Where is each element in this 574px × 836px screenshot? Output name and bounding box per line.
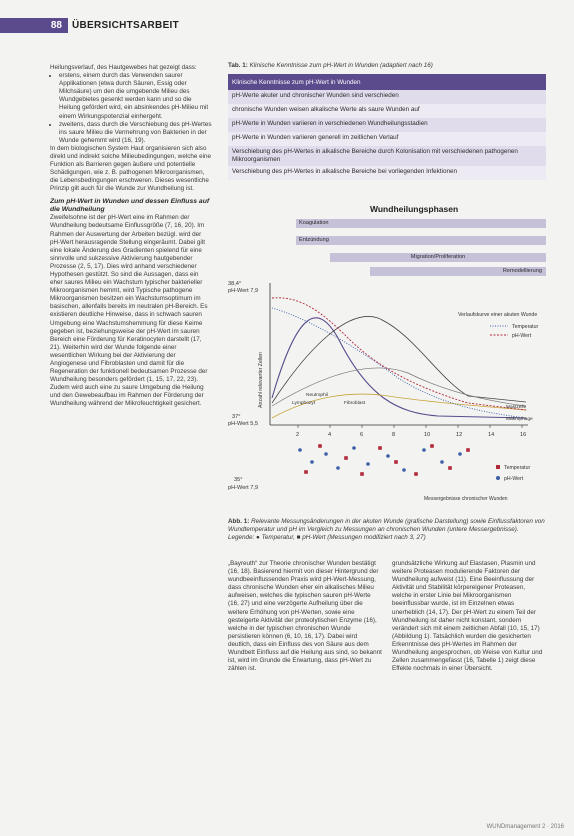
y-top-label: 38,4°: [228, 281, 242, 287]
section-title: ÜBERSICHTSARBEIT: [72, 20, 180, 31]
chronic-wound-points: [298, 444, 470, 476]
scatter-point: [422, 448, 426, 452]
curve-label: Mastzelle: [506, 405, 527, 410]
y-top-label: pH-Wert 7,9: [228, 288, 259, 294]
scatter-point: [344, 456, 348, 460]
figure-caption: Abb. 1: Relevante Messungsänderungen in der akuten Wunde (grafische Darstellung) sowie Einflussfaktoren von Wundtemperatur und pH im Vergleich zu Messungen an chronischen Wunden (untere Messergebnisse). Legende: ● Temperatur, ■ pH-Wert (Messungen modifiziert nach 3, 27): [228, 518, 545, 542]
middle-column: „Bayreuth“ zur Theorie chronischer Wunden bestätigt (16, 18). Basierend hiermit von dieser Hintergrund der wundbeeinflussenden Praxis wird pH-Wert-Messung, dass chronische Wunden eher ein alkalisches Milieu aufweisen, welches die typischen sauren pH-Werte (16, 27) und eine verzögerte Aufheilung über die weitere Erhöhung von pH-Werten, sowie eine gesteigerte Aktivität der proteolytischen Enzyme (16), welche in der typischen chronischen Wunde persistieren können (6, 10, 16, 17). Dabei wird deutlich, dass ein Einfluss des von Säure aus dem Wundbett Einfluss auf die Heilung aus sind, so bekannt ist, wird im Grunde die Erwartung, dass pH-Wert zu zählen ist.: [228, 560, 382, 673]
bullet-list: [50, 72, 212, 145]
curve-label: Makrophage: [506, 417, 533, 422]
bullet-item: • erstens, einem durch das Verwenden saurer Applikationen (etwa durch Säuren, Essig oder Milchsäure) um den die umgebende Milieu des Wundgebietes gesenkt werden kann und so die Heilung gefördert wird, ein absinkendes pH-Milieu mit einem Wirkungspotenzial einhergeht.: [59, 72, 212, 121]
scatter-point: [430, 444, 434, 448]
paragraph: Zweifelsohne ist der pH-Wert eine im Rahmen der Wundheilung bedeutsame Einflussgröße (7, 16, 20). Im Rahmen der Auswertung der Arbeiten bezügl. wird der pH-Wert herausragende Stellung eingeräumt. Dabei gilt eine lokale Änderung des Gradienten spielend für eine sinnvolle und sukzessive Aktivierung hautgebender Prozesse (2, 5, 17). Dies wird anhand verschiedener Hypothesen gestützt. So sind die Aussagen, dass ein eher saures Milieu ein Wachstum typischer bakterieller Mikroorganismen hemmt, wird Typische pathogene Mikroorganismen besitzen ein Wachstumsoptimum im basischen, allenfalls bereits im neutralen pH-Bereich. Es existieren deutliche Hinweise, dass in schwach sauren Umgebung eine Wachstumshemmung für diese Keime gegeben ist, beziehungsweise der pH-Wert im sauren Bereich eine Förderung für Keratinocyten darstellt (17, 21). Weiterhin wird der Wunde folgende einer wesentlichen Wirkung bei der Aktivierung der Angiogenese und Fibroblasten und damit für die Regeneration der funktionell bedeutsamen Prozesse der Wundheilung besonders gefördert (1, 15, 17, 22, 23). Zudem wird auch eine zu saure Umgebung die Heilung und den Gewebeaufbau im Rahmen der Förderung der Wundheilung während der Mikrofeuchtigkeit gesichert.: [50, 214, 208, 408]
y-mid-label: 37°: [232, 414, 241, 420]
x-ticks: [296, 425, 526, 438]
scatter-point: [414, 472, 418, 476]
curve-label: Lymphozyt: [292, 401, 316, 406]
scatter-point: [394, 460, 398, 464]
x-tick-label: 6: [360, 432, 364, 438]
y-axis-label: Anzahl relevanter Zellen: [258, 352, 264, 408]
scatter-point: [298, 448, 302, 452]
legend-title: Verlaufskurve einer akuten Wunde: [458, 312, 538, 318]
bullet-item: • zweitens, dass durch die Verschiebung des pH-Wertes ins saure Milieu die Vermehrung von Bakterien in der Wunde gehemmt wird (16, 19).: [59, 121, 212, 145]
scatter-point: [352, 446, 356, 450]
phase-bar-inflammation: Entzündung: [296, 236, 546, 245]
clinical-table: [228, 74, 546, 180]
table-row: chronische Wunden weisen alkalische Werte als saure Wunden auf: [228, 104, 546, 118]
scatter-point: [336, 466, 340, 470]
scatter-point: [440, 460, 444, 464]
page-number: 88: [0, 18, 68, 33]
scatter-point: [402, 468, 406, 472]
section-heading: Zum pH-Wert in Wunden und dessen Einfluss auf die Wundheilung: [50, 197, 210, 213]
scatter-point: [466, 448, 470, 452]
x-tick-label: 2: [296, 432, 300, 438]
table-header: Klinische Kenntnisse zum pH-Wert in Wunden: [228, 74, 546, 90]
table-caption: Tab. 1: Klinische Kenntnisse zum pH-Wert in Wunden (adaptiert nach 16): [228, 62, 433, 69]
table-row: pH-Werte akuter und chronischer Wunden sind verschieden: [228, 90, 546, 104]
phase-bar-coagulation: Koagulation: [296, 219, 546, 228]
curve-label: Neutrophil: [306, 393, 328, 398]
scatter-point: [366, 462, 370, 466]
y-mid-label: pH-Wert 5,5: [228, 421, 259, 427]
y-low-label: 35°: [234, 477, 243, 483]
scatter-point: [324, 452, 328, 456]
scatter-point: [318, 444, 322, 448]
chart-title: Wundheilungsphasen: [370, 204, 459, 214]
curve-label: Fibroblast: [344, 401, 366, 406]
table-row: pH-Werte in Wunden variieren generell im zeitlichen Verlauf: [228, 132, 546, 146]
scatter-point: [378, 446, 382, 450]
table-row: pH-Werte in Wunden variieren in verschiedenen Wundheilungsstadien: [228, 118, 546, 132]
y-low-label: pH-Wert 7,9: [228, 485, 259, 491]
x-tick-label: 8: [392, 432, 396, 438]
page-footer: WUNDmanagement 2 · 2016: [486, 824, 564, 830]
scatter-point: [448, 466, 452, 470]
x-tick-label: 10: [424, 432, 431, 438]
lower-caption: Messergebnisse chronischer Wunden: [424, 496, 508, 502]
table-row: Verschiebung des pH-Wertes in alkalische Bereiche durch Kolonisation mit verschiedenen pathogenen Mikroorganismen: [228, 146, 546, 166]
x-tick-label: 4: [328, 432, 332, 438]
legend-temperature: Temperatur: [512, 324, 539, 330]
scatter-point: [304, 470, 308, 474]
lower-legend-swatch: [496, 465, 500, 469]
curve-fibroblast: [272, 316, 526, 403]
phase-bar-proliferation: Migration/Proliferation: [330, 253, 546, 262]
scatter-point: [310, 460, 314, 464]
legend-ph: pH-Wert: [512, 333, 532, 339]
wound-healing-chart: [228, 278, 568, 508]
x-tick-label: 14: [488, 432, 495, 438]
paragraph: In dem biologischen System Haut organisieren sich also direkt und indirekt solche Milieubedingungen, welche eine Funktion als Barrieren gegen äußere und potentielle Schädigungen, wie z. B. pathogenen Mikroorganismen, die Lebensbedingungen erschweren. Dieses wesentliche Prinzip gilt auch für die Wunde zur Wundheilung ist.: [50, 144, 212, 193]
right-column: grundsätzliche Wirkung auf Elastasen, Plasmin und weitere Proteasen modulierende Faktoren der Wundheilung aufweist (11). Eine Beeinflussung der Aktivität und Stabilität körpereigener Proteasen, welche in erster Linie bei Mikroorganismen beeinflussbar wurde, ist im Einzelnen etwas unerheblich (14, 17). Der pH-Wert zu einem Teil der Wundheilung ist daher nicht konstant, sondern verändert sich mit einem zeitlichen Abfall (10, 15, 17) (Abbildung 1). Tatsächlich wurden die gesicherten Erkenntnisse des pH-Wertes im Rahmen der Wundheilung angesprochen, ob Weise von Kultur und Zellen zusammengefasst (16, Tabelle 1) zeigt diese Effekte nochmals in einer Übersicht.: [392, 560, 543, 673]
lower-legend-swatch: [496, 476, 500, 480]
phase-bar-remodeling: Remodellierung: [370, 267, 546, 276]
lower-legend-item: pH-Wert: [504, 476, 524, 482]
lower-legend-item: Temperatur: [504, 465, 531, 471]
scatter-point: [458, 452, 462, 456]
table-row: Verschiebung des pH-Wertes in alkalische Bereiche bei vorliegenden Infektionen: [228, 166, 546, 180]
left-column: [50, 64, 212, 409]
x-tick-label: 16: [520, 432, 527, 438]
x-tick-label: 12: [456, 432, 463, 438]
scatter-point: [360, 472, 364, 476]
scatter-point: [386, 454, 390, 458]
intro-paragraph: Heilungsverlauf, des Hautgewebes hat gezeigt dass:: [50, 64, 197, 71]
